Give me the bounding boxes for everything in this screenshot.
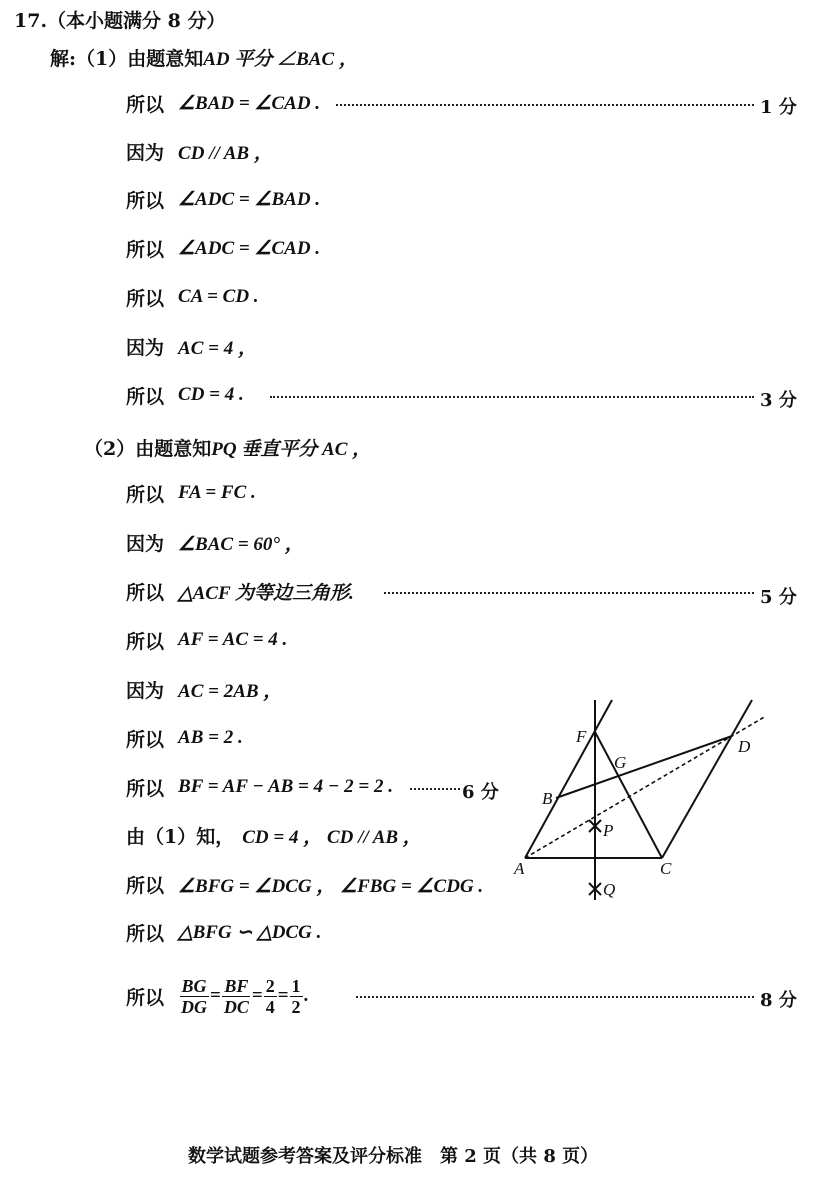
proof-line	[126, 531, 304, 553]
leader-dots	[270, 396, 754, 398]
fraction	[179, 976, 209, 1017]
proof-line	[126, 727, 243, 749]
label-q: Q	[603, 880, 616, 899]
proof-line	[126, 384, 244, 406]
proof-line	[126, 921, 321, 943]
equals-sign: =	[251, 985, 263, 1006]
proof-line	[126, 678, 282, 700]
score-mark: 3 分	[760, 390, 797, 411]
line-expression: △BFG ∽ △DCG .	[178, 921, 322, 943]
equals-sign: =	[210, 985, 221, 1006]
line-cd	[662, 700, 752, 858]
problem-title: 17.（本小题满分 8 分）	[14, 10, 226, 32]
line-expression: AB = 2 .	[178, 727, 243, 748]
line-keyword: 所以	[126, 483, 165, 506]
proof-line	[126, 580, 354, 602]
line-keyword: 所以	[126, 287, 165, 310]
equals-sign: =	[277, 985, 289, 1006]
fraction-denominator: DC	[223, 996, 249, 1017]
line-expression: ∠ADC = ∠BAD .	[178, 188, 321, 210]
label-p: P	[603, 821, 614, 840]
line-expression: ∠BAC = 60° ，	[178, 533, 304, 555]
part2-intro-prefix: （2）由题意知	[84, 438, 212, 460]
line-keyword: 因为	[126, 679, 165, 702]
proof-line	[126, 482, 256, 504]
score-mark: 6 分	[462, 782, 499, 803]
proof-line	[126, 873, 483, 895]
part1-intro-math: AD 平分 ∠BAC ，	[203, 49, 358, 70]
part1-intro	[50, 44, 358, 71]
line-keyword: 所以	[126, 581, 165, 604]
line-keyword: 因为	[126, 141, 165, 164]
label-c: C	[660, 859, 672, 878]
line-keyword: 所以	[126, 874, 165, 897]
line-expression: CD // AB ，	[178, 142, 273, 164]
proof-line	[126, 629, 287, 651]
period: .	[303, 985, 309, 1006]
line-keyword: 所以	[126, 728, 165, 751]
fraction-denominator: DG	[181, 996, 208, 1017]
line-keyword: 所以	[126, 777, 165, 800]
line-expression: △ACF 为等边三角形.	[178, 582, 354, 604]
line-expression: CA = CD .	[178, 286, 259, 307]
label-d: D	[738, 737, 751, 756]
fraction-numerator: 1	[291, 975, 301, 996]
part2-intro-math: PQ 垂直平分 AC ，	[211, 439, 372, 460]
fraction-numerator: BF	[224, 975, 249, 996]
fraction-denominator: 2	[291, 996, 301, 1017]
page-footer: 数学试题参考答案及评分标准 第 2 页（共 8 页）	[188, 1146, 599, 1167]
line-expression: AF = AC = 4 .	[178, 629, 288, 650]
line-expression: AC = 2AB ，	[178, 680, 283, 702]
line-expression: BF = AF − AB = 4 − 2 = 2 .	[178, 776, 393, 797]
fraction-denominator: 4	[265, 996, 275, 1017]
leader-dots	[384, 592, 754, 594]
line-keyword: 所以	[126, 922, 165, 945]
line-expression: ∠BAD = ∠CAD .	[178, 92, 321, 114]
line-expression: CD = 4 ， CD // AB ，	[242, 826, 422, 848]
label-f: F	[576, 727, 587, 746]
leader-dots	[356, 996, 754, 998]
line-expression: ∠ADC = ∠CAD .	[178, 237, 321, 259]
line-keyword: 所以	[126, 93, 165, 116]
line-keyword: 所以	[126, 630, 165, 653]
fraction-numerator: 2	[265, 975, 275, 996]
fraction	[264, 976, 277, 1017]
proof-line	[126, 824, 422, 846]
line-expression: ∠BFG = ∠DCG ， ∠FBG = ∠CDG .	[178, 875, 484, 897]
score-mark: 8 分	[760, 990, 797, 1011]
label-b: B	[542, 789, 553, 808]
leader-dots	[410, 788, 460, 790]
line-keyword: 由（1）知，	[126, 825, 235, 848]
proof-line	[126, 237, 320, 259]
label-g: G	[614, 753, 627, 772]
geometry-figure	[500, 690, 780, 910]
line-af	[525, 700, 612, 858]
leader-dots	[336, 104, 754, 106]
proof-line-fraction	[126, 974, 308, 1018]
line-keyword: 因为	[126, 336, 165, 359]
proof-line	[126, 776, 393, 798]
proof-line	[126, 286, 259, 308]
fraction	[222, 976, 251, 1017]
line-keyword: 所以	[126, 986, 165, 1009]
part1-intro-prefix: 解:（1）由题意知	[50, 48, 204, 70]
proof-line	[126, 335, 257, 357]
proof-line	[126, 140, 273, 162]
line-keyword: 所以	[126, 189, 165, 212]
line-keyword: 所以	[126, 385, 165, 408]
line-expression: FA = FC .	[178, 482, 256, 503]
line-expression: AC = 4 ，	[178, 337, 257, 359]
fraction-numerator: BG	[181, 975, 207, 996]
part2-intro	[84, 434, 371, 461]
line-keyword: 所以	[126, 238, 165, 261]
fraction	[290, 976, 303, 1017]
score-mark: 1 分	[760, 97, 797, 118]
proof-line	[126, 188, 320, 210]
line-keyword: 因为	[126, 532, 165, 555]
line-expression: CD = 4 .	[178, 384, 244, 405]
label-a: A	[514, 859, 525, 878]
score-mark: 5 分	[760, 587, 797, 608]
proof-line	[126, 92, 320, 114]
